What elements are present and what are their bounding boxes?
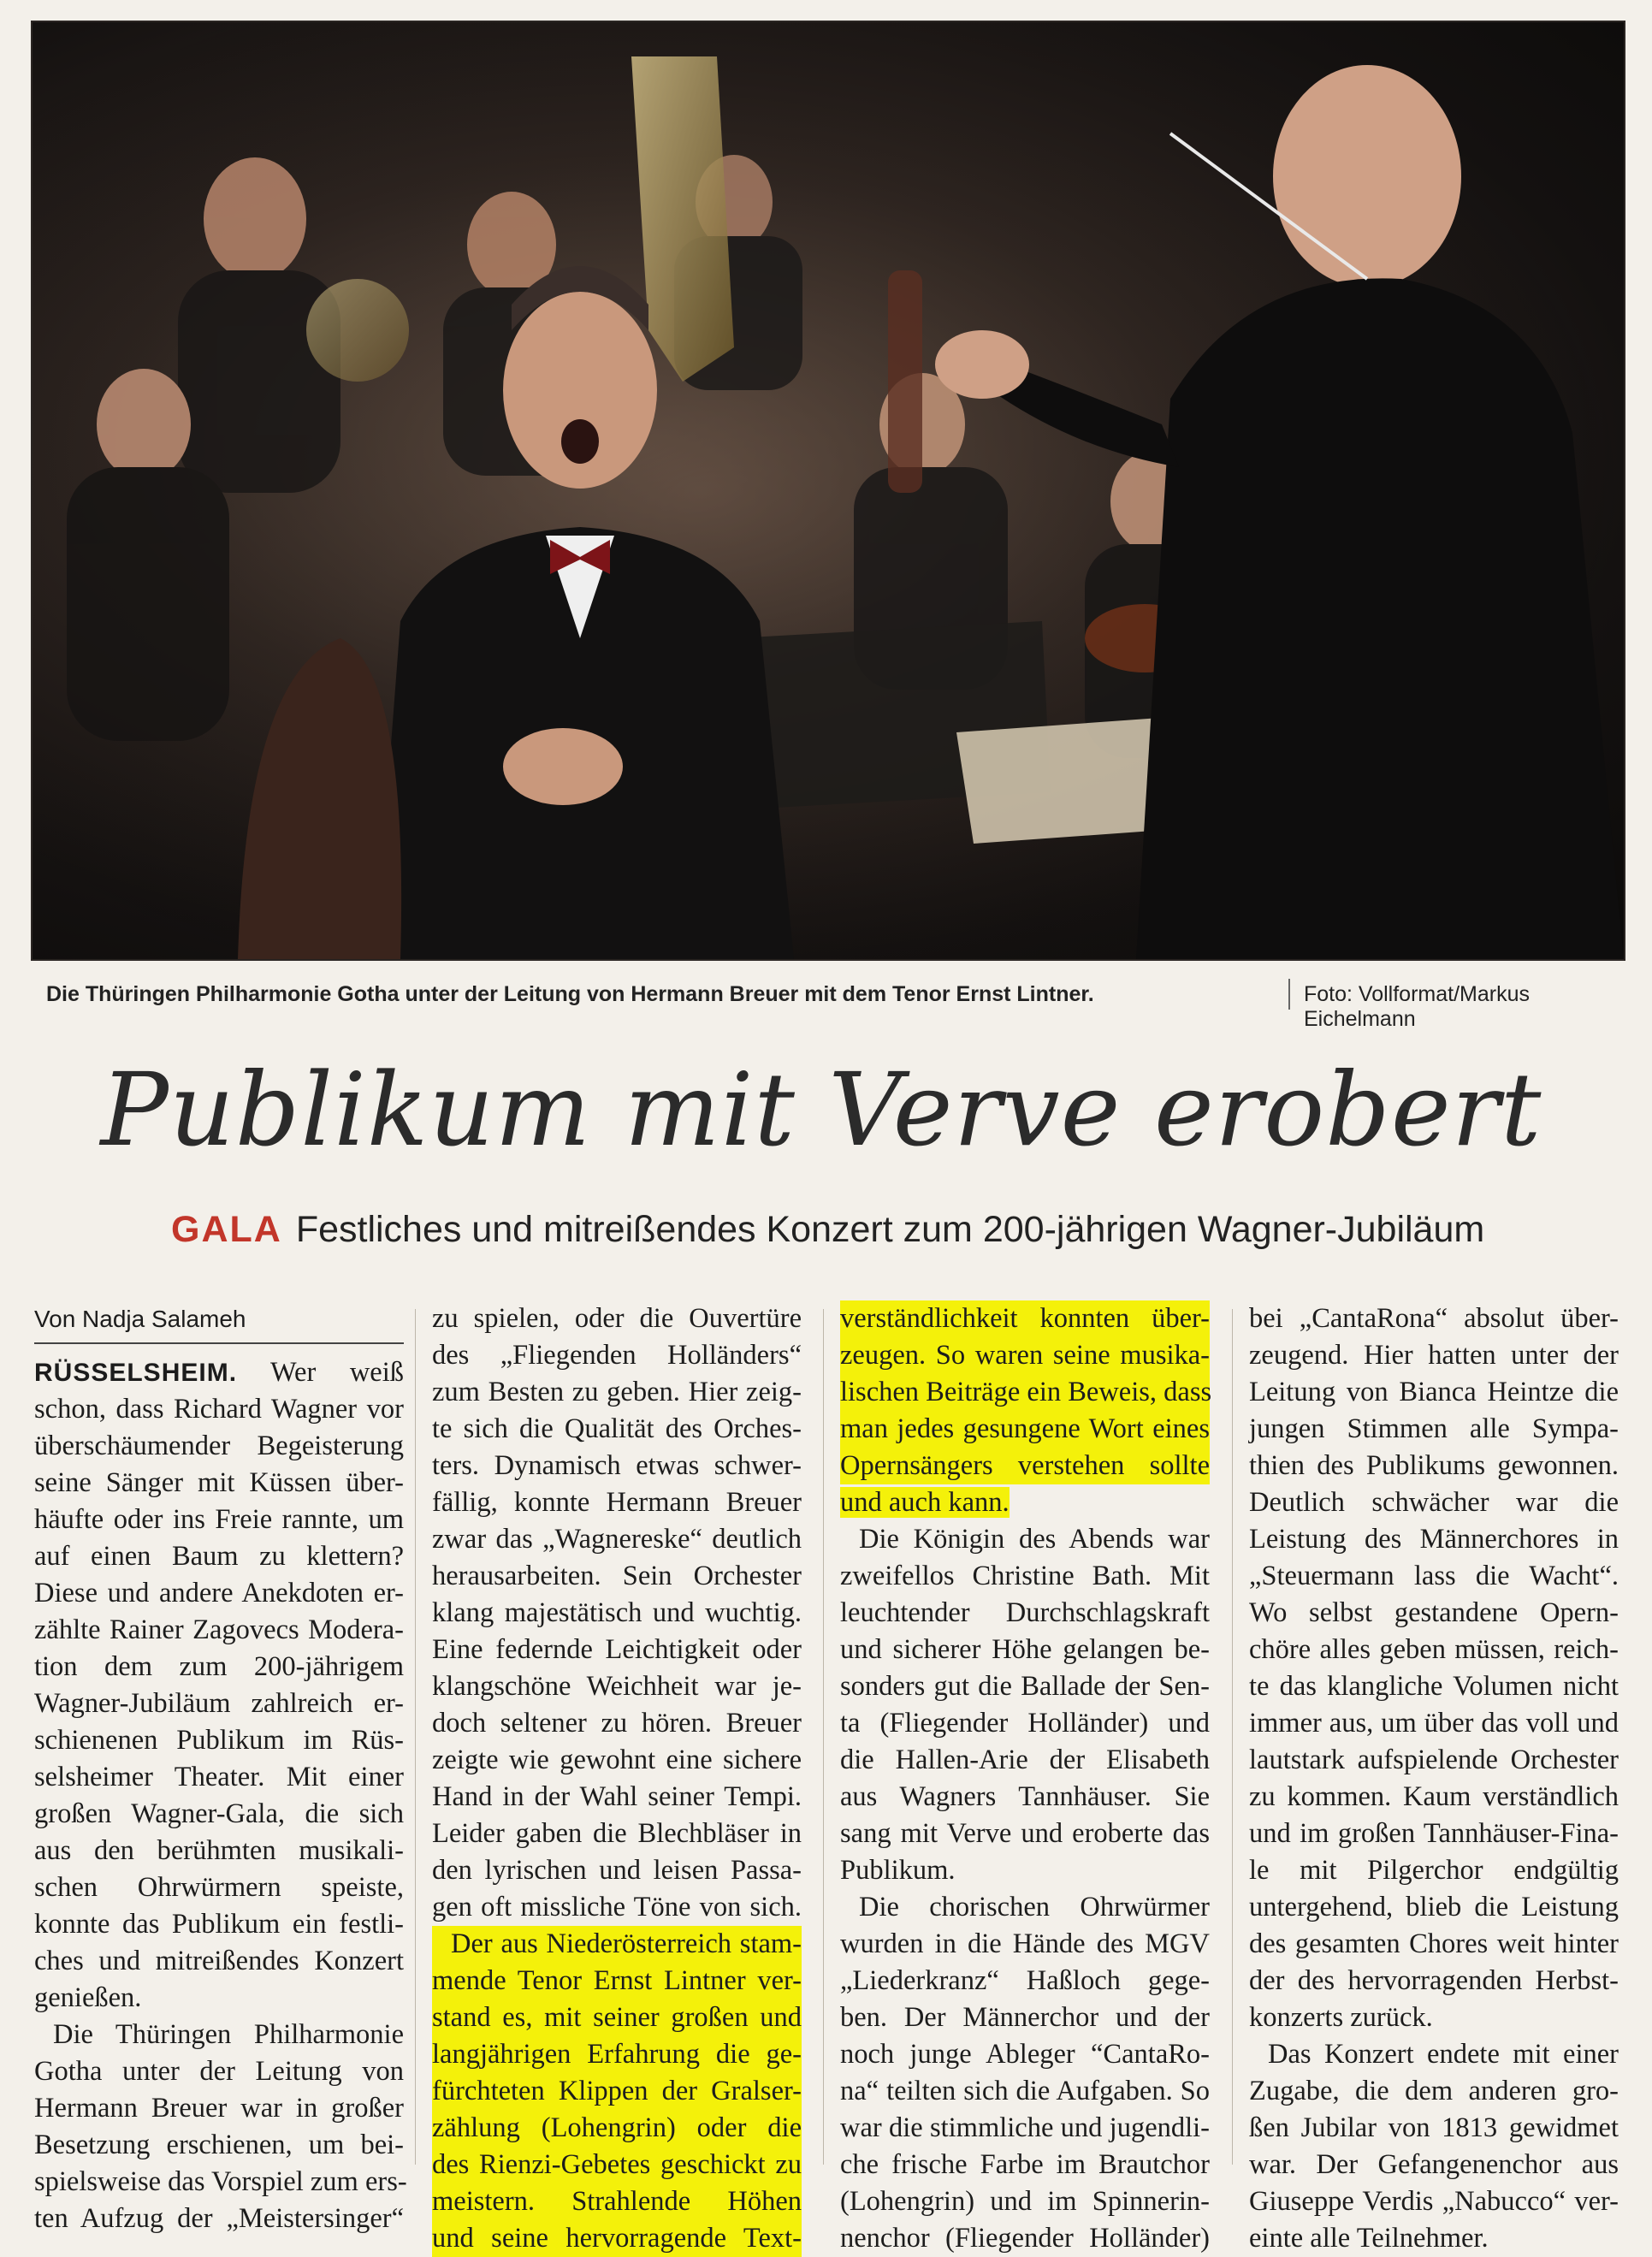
photo-caption <box>46 982 1618 1031</box>
text-line: klangschöne Weichheit war je- <box>432 1671 802 1702</box>
text-line: leuchtender Durchschlagskraft <box>840 1597 1210 1628</box>
text-line: ben. Der Männerchor und der <box>840 2002 1210 2033</box>
text-line: Die Königin des Abends war <box>859 1524 1210 1555</box>
text-line: aus den berühmten musikali- <box>34 1835 404 1866</box>
highlighted-line: verständlichkeit konnten über- <box>840 1300 1210 1337</box>
text-line: Eine federnde Leichtigkeit oder <box>432 1634 802 1665</box>
text-line: nenchor (Fliegender Holländer) <box>840 2223 1210 2254</box>
highlighted-line: stand es, mit seiner großen und <box>432 1999 802 2036</box>
text-line: ten Aufzug der „Meistersinger“ <box>34 2203 404 2234</box>
text-line: häufte oder ins Freie rannte, um <box>34 1504 404 1535</box>
text-line: fällig, konnte Hermann Breuer <box>432 1487 802 1518</box>
text-line: Hermann Breuer war in großer <box>34 2093 404 2124</box>
text-line: Hand in der Wahl seiner Tempi. <box>432 1781 802 1812</box>
text-line: war die stimmliche und jugendli- <box>840 2112 1210 2143</box>
text-line: na“ teilten sich die Aufgaben. So <box>840 2076 1210 2106</box>
text-line: Das Konzert endete mit einer <box>1268 2039 1619 2070</box>
text-line: zu kommen. Kaum verständlich <box>1249 1781 1619 1812</box>
highlighted-line: Opernsängers verstehen sollte <box>840 1448 1210 1484</box>
dateline: RÜSSELSHEIM. <box>34 1359 238 1387</box>
article-column-3 <box>840 1300 1212 2254</box>
text-line: tion dem zum 200-jährigem <box>34 1651 404 1682</box>
text-line: Wagner-Jubiläum zahlreich er- <box>34 1688 404 1719</box>
text-line: herausarbeiten. Sein Orchester <box>432 1561 802 1591</box>
subheadline <box>171 1209 1506 1251</box>
text-line: Leider gaben die Blechbläser in <box>432 1818 802 1849</box>
column-rule <box>1232 1309 1233 2165</box>
caption-text: Die Thüringen Philharmonie Gotha unter der Leitung von Hermann Breuer mit dem Tenor Ernst Lintner. <box>46 982 1094 1006</box>
text-line: immer aus, um über das voll und <box>1249 1708 1619 1739</box>
text-line: sonders gut die Ballade der Sen- <box>840 1671 1210 1702</box>
text-line: konnte das Publikum ein festli- <box>34 1909 404 1940</box>
text-line: wurden in die Hände des MGV <box>840 1928 1210 1959</box>
text-line: des gesamten Chores weit hinter <box>1249 1928 1619 1959</box>
text-line: aus Wagners Tannhäuser. Sie <box>840 1781 1210 1812</box>
text-line: Leitung von Bianca Heintze die <box>1249 1377 1619 1407</box>
concert-photo-drawing <box>33 22 1624 959</box>
text-line: zeigte wie gewohnt eine sichere <box>432 1745 802 1775</box>
text-line: Giuseppe Verdis „Nabucco“ ver- <box>1249 2186 1619 2217</box>
article-column-2 <box>432 1300 802 2254</box>
headline: Publikum mit Verve erobert <box>100 1051 1542 1169</box>
caption-separator <box>1288 979 1290 1010</box>
text-line: ters. Dynamisch etwas schwer- <box>432 1450 802 1481</box>
text-line: und im großen Tannhäuser-Fina- <box>1249 1818 1619 1849</box>
text-line: „Steuermann lass die Wacht“. <box>1249 1561 1619 1591</box>
article-column-1 <box>34 1300 407 2234</box>
highlighted-line: mende Tenor Ernst Lintner ver- <box>432 1963 802 1999</box>
text-line: klang majestätisch und wuchtig. <box>432 1597 802 1628</box>
text-line: ches und mitreißendes Konzert <box>34 1946 404 1976</box>
text-line: ßen Jubilar von 1813 gewidmet <box>1249 2112 1619 2143</box>
text-line: genießen. <box>34 1982 142 2013</box>
text-line: Wo selbst gestandene Opern- <box>1249 1597 1619 1628</box>
text-line: Publikum. <box>840 1855 956 1886</box>
text-line: Zugabe, die dem anderen gro- <box>1249 2076 1619 2106</box>
text-line: zweifellos Christine Bath. Mit <box>840 1561 1210 1591</box>
text-line: RÜSSELSHEIM. Wer weiß <box>34 1357 404 1388</box>
text-line: zählte Rainer Zagovecs Modera- <box>34 1614 404 1645</box>
text-line: Deutlich schwächer war die <box>1249 1487 1619 1518</box>
highlighted-line: Der aus Niederösterreich stam- <box>432 1926 802 1963</box>
article-full-text <box>0 2190 1 2191</box>
highlighted-line: fürchteten Klippen der Gralser- <box>432 2073 802 2110</box>
text-line: (Lohengrin) und im Spinnerin- <box>840 2186 1210 2217</box>
column-rule <box>415 1309 416 2165</box>
text-line: che frische Farbe im Brautchor <box>840 2149 1210 2180</box>
subhead-text: Festliches und mitreißendes Konzert zum 200-jährigen Wagner-Jubiläum <box>295 1209 1485 1250</box>
highlighted-line: langjährigen Erfahrung die ge- <box>432 2036 802 2073</box>
text-line: und sicherer Höhe gelangen be- <box>840 1634 1210 1665</box>
text-line: zum Besten zu geben. Hier zeig- <box>432 1377 802 1407</box>
text-line: „Liederkranz“ Haßloch gege- <box>840 1965 1210 1996</box>
highlighted-line: man jedes gesungene Wort eines <box>840 1411 1210 1448</box>
photo-credit: Foto: Vollformat/Markus Eichelmann <box>1304 982 1530 1031</box>
text-line: zeugend. Hier hatten unter der <box>1249 1340 1619 1371</box>
text-line: der des hervorragenden Herbst- <box>1249 1965 1619 1996</box>
text-line: war. Der Gefangenenchor aus <box>1249 2149 1619 2180</box>
text-line: chöre alles geben müssen, reich- <box>1249 1634 1619 1665</box>
text-line: Gotha unter der Leitung von <box>34 2056 404 2087</box>
text-line: den lyrischen und leisen Passa- <box>432 1855 802 1886</box>
text-line: untergehend, blieb die Leistung <box>1249 1892 1619 1922</box>
text-line: Die chorischen Ohrwürmer <box>859 1892 1210 1922</box>
text-line: Besetzung erschienen, um bei- <box>34 2130 404 2160</box>
text-line: Diese und andere Anekdoten er- <box>34 1578 404 1608</box>
text-line: schon, dass Richard Wagner vor <box>34 1394 404 1425</box>
text-line: ta (Fliegender Holländer) und <box>840 1708 1210 1739</box>
highlighted-text: und auch kann. <box>840 1487 1010 1518</box>
text-line: die Hallen-Arie der Elisabeth <box>840 1745 1210 1775</box>
column-rule <box>823 1309 824 2165</box>
text-line: gen oft missliche Töne von sich. <box>432 1892 802 1922</box>
text-line: schen Ohrwürmern speiste, <box>34 1872 404 1903</box>
text-line: einte alle Teilnehmer. <box>1249 2223 1489 2254</box>
highlighted-line: zählung (Lohengrin) oder die <box>432 2110 802 2147</box>
article-column-4 <box>1249 1300 1619 2254</box>
highlighted-line: zeugen. So waren seine musika- <box>840 1337 1210 1374</box>
highlighted-line: meistern. Strahlende Höhen <box>432 2183 802 2220</box>
text-line: doch seltener zu hören. Breuer <box>432 1708 802 1739</box>
text-line: te sich die Qualität des Orches- <box>432 1413 802 1444</box>
text-line: jungen Stimmen alle Sympa- <box>1249 1413 1619 1444</box>
highlighted-line: und seine hervorragende Text- <box>432 2220 802 2257</box>
text-line: thien des Publikums gewonnen. <box>1249 1450 1619 1481</box>
text-line: selsheimer Theater. Mit einer <box>34 1762 404 1792</box>
text-line: lautstark aufspielende Orchester <box>1249 1745 1619 1775</box>
text-line: auf einen Baum zu klettern? <box>34 1541 404 1572</box>
text-line: le mit Pilgerchor endgültig <box>1249 1855 1619 1886</box>
text-line: zwar das „Wagnereske“ deutlich <box>432 1524 802 1555</box>
kicker: GALA <box>171 1209 282 1250</box>
text-line <box>840 1484 1210 1521</box>
byline: Von Nadja Salameh <box>34 1300 404 1344</box>
text-line: des „Fliegenden Holländers“ <box>432 1340 802 1371</box>
text-line: Die Thüringen Philharmonie <box>53 2019 404 2050</box>
text-line: seine Sänger mit Küssen über- <box>34 1467 404 1498</box>
text-line: konzerts zurück. <box>1249 2002 1433 2033</box>
text-line: schienenen Publikum im Rüs- <box>34 1725 404 1756</box>
text-line: Leistung des Männerchores in <box>1249 1524 1619 1555</box>
text-line: spielsweise das Vorspiel zum ers- <box>34 2166 407 2197</box>
concert-photo <box>31 21 1625 961</box>
text-line: noch junge Ableger “CantaRo- <box>840 2039 1210 2070</box>
text-line: zu spielen, oder die Ouvertüre <box>432 1303 802 1334</box>
highlighted-line: des Rienzi-Gebetes geschickt zu <box>432 2147 802 2183</box>
text-line: te das klangliche Volumen nicht <box>1249 1671 1619 1702</box>
text-line: großen Wagner-Gala, die sich <box>34 1798 404 1829</box>
text-line: sang mit Verve und eroberte das <box>840 1818 1210 1849</box>
highlighted-line: lischen Beiträge ein Beweis, dass <box>840 1374 1210 1411</box>
text-line: überschäumender Begeisterung <box>34 1431 404 1461</box>
text-line: bei „CantaRona“ absolut über- <box>1249 1303 1619 1334</box>
